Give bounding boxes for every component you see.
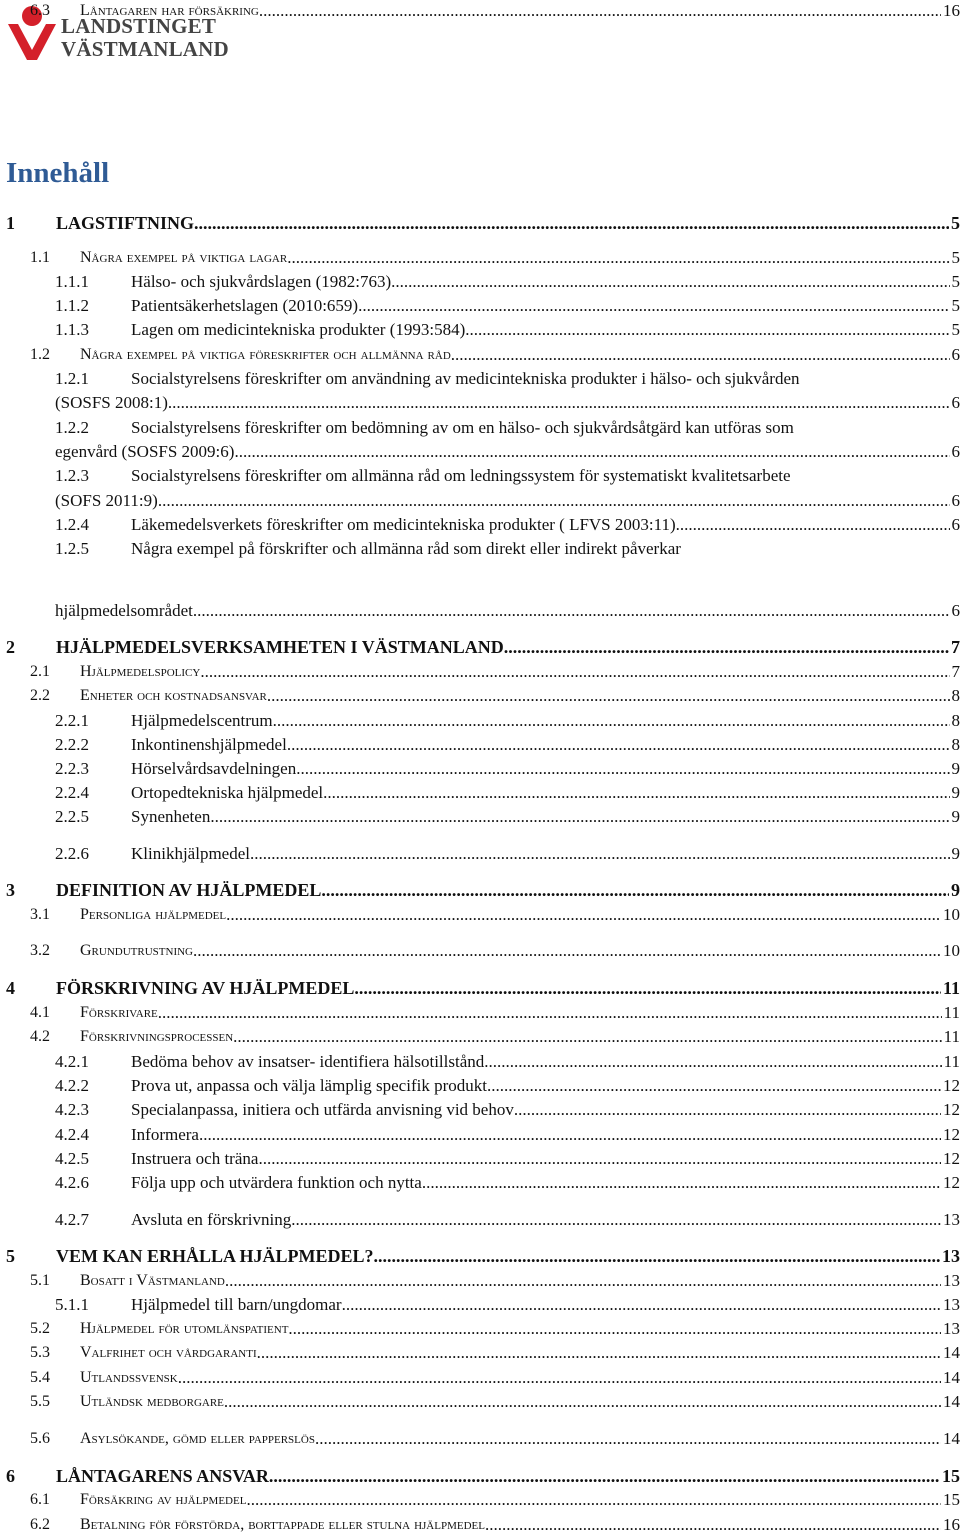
toc-leader-dots <box>465 319 949 341</box>
toc-entry[interactable] <box>0 1209 960 1231</box>
toc-entry-title: Patientsäkerhetslagen (2010:659) <box>131 295 358 317</box>
toc-entry-number: 4.2.5 <box>55 1148 89 1170</box>
toc-entry[interactable] <box>0 843 960 865</box>
toc-entry-title: VEM KAN ERHÅLLA HJÄLPMEDEL? <box>56 1245 374 1267</box>
toc-entry-title: Hälso- och sjukvårdslagen (1982:763) <box>131 271 391 293</box>
toc-entry-title: Asylsökande, gömd eller papperslös <box>80 1428 315 1450</box>
toc-entry-page: 13 <box>941 1294 960 1316</box>
toc-leader-dots <box>315 1428 941 1450</box>
toc-entry-page: 8 <box>950 685 960 707</box>
toc-entry-title: Lagen om medicintekniska produkter (1993:584) <box>131 319 465 341</box>
toc-entry-title: Inkontinenshjälpmedel <box>131 734 287 756</box>
toc-entry-page: 8 <box>950 734 960 756</box>
toc-entry-number: 5.1 <box>30 1270 50 1292</box>
toc-entry[interactable] <box>0 247 960 269</box>
toc-entry-title: Klinikhjälpmedel <box>131 843 250 865</box>
toc-entry[interactable] <box>0 1099 960 1121</box>
toc-entry-number: 1.1 <box>30 247 50 269</box>
toc-leader-dots <box>193 940 941 962</box>
toc-entry-number: 1.2 <box>30 344 50 366</box>
toc-entry-title: Försäkring av hjälpmedel <box>80 1489 246 1511</box>
toc-entry[interactable] <box>0 295 960 317</box>
toc-leader-dots <box>287 247 949 269</box>
toc-entry-title: Betalning för förstörda, borttappade eller stulna hjälpmedel <box>80 1514 485 1536</box>
toc-leader-dots <box>451 344 950 366</box>
toc-entry-title-continued: hjälpmedelsområdet <box>55 600 193 622</box>
toc-entry-number: 5.5 <box>30 1391 50 1413</box>
toc-entry-continuation[interactable] <box>0 600 960 622</box>
toc-entry-number: 2.2.5 <box>55 806 89 828</box>
toc-entry-title: HJÄLPMEDELSVERKSAMHETEN I VÄSTMANLAND <box>56 636 504 658</box>
toc-entry-title: Utlandssvensk <box>80 1367 178 1389</box>
toc-leader-dots <box>288 1318 941 1340</box>
logo-text-line1: LANDSTINGET <box>61 14 216 39</box>
toc-entry[interactable] <box>0 685 960 707</box>
toc-entry-number: 4.2.4 <box>55 1124 89 1146</box>
toc-entry-title: Utländsk medborgare <box>80 1391 224 1413</box>
toc-entry[interactable] <box>0 514 960 536</box>
toc-entry-title: Enheter och kostnadsansvar <box>80 685 267 707</box>
toc-entry[interactable] <box>0 1294 960 1316</box>
toc-entry-title-continued: egenvård (SOSFS 2009:6) <box>55 441 234 463</box>
toc-entry-number: 3 <box>6 879 15 901</box>
toc-entry[interactable] <box>0 1124 960 1146</box>
toc-leader-dots <box>485 1514 941 1536</box>
toc-entry-page: 6 <box>950 490 960 512</box>
toc-entry-number: 5.6 <box>30 1428 50 1450</box>
toc-leader-dots <box>676 514 950 536</box>
toc-entry-number: 2 <box>6 636 15 658</box>
toc-entry-number: 2.2.4 <box>55 782 89 804</box>
toc-entry-page: 12 <box>941 1099 960 1121</box>
toc-leader-dots <box>257 1342 941 1364</box>
toc-leader-dots <box>374 1245 940 1267</box>
toc-leader-dots <box>287 734 950 756</box>
toc-entry-title: Socialstyrelsens föreskrifter om allmänna råd om ledningssystem för systematiskt kvalitetsarbete <box>131 465 791 487</box>
toc-leader-dots <box>158 1002 942 1024</box>
toc-entry-number: 1.2.5 <box>55 538 89 560</box>
toc-entry-number: 5.4 <box>30 1367 50 1389</box>
toc-entry[interactable] <box>0 1051 960 1073</box>
toc-entry[interactable] <box>0 368 960 390</box>
toc-entry[interactable] <box>0 940 960 962</box>
toc-title: Innehåll <box>6 157 109 190</box>
toc-entry-page: 5 <box>950 271 960 293</box>
toc-leader-dots <box>354 977 941 999</box>
toc-leader-dots <box>210 806 949 828</box>
toc-entry-number: 1.2.4 <box>55 514 89 536</box>
toc-leader-dots <box>158 490 950 512</box>
toc-entry-title: Prova ut, anpassa och välja lämplig specifik produkt <box>131 1075 487 1097</box>
toc-entry-title: Hjälpmedelscentrum <box>131 710 273 732</box>
toc-leader-dots <box>226 904 941 926</box>
toc-entry[interactable] <box>0 465 960 487</box>
toc-entry-page: 12 <box>941 1172 960 1194</box>
toc-entry-page: 6 <box>950 441 960 463</box>
toc-entry-page: 11 <box>942 1026 960 1048</box>
toc-entry-page: 9 <box>949 879 960 901</box>
toc-leader-dots <box>168 392 950 414</box>
toc-entry-title: LÅNTAGARENS ANSVAR <box>56 1465 269 1487</box>
toc-leader-dots <box>484 1051 941 1073</box>
toc-entry-title: FÖRSKRIVNING AV HJÄLPMEDEL <box>56 977 354 999</box>
toc-entry-page: 16 <box>941 0 960 22</box>
toc-entry-number: 1.1.3 <box>55 319 89 341</box>
toc-entry-page: 15 <box>940 1465 960 1487</box>
toc-entry-page: 6 <box>950 344 960 366</box>
toc-entry-number: 4.1 <box>30 1002 50 1024</box>
toc-entry-number: 2.2.3 <box>55 758 89 780</box>
toc-entry[interactable] <box>0 1489 960 1511</box>
toc-entry[interactable] <box>0 1367 960 1389</box>
toc-entry[interactable] <box>0 977 960 999</box>
toc-entry-page: 11 <box>942 1002 960 1024</box>
toc-entry-title: Personliga hjälpmedel <box>80 904 226 926</box>
toc-entry-page: 12 <box>941 1148 960 1170</box>
toc-entry[interactable] <box>0 806 960 828</box>
toc-entry-continuation[interactable] <box>0 441 960 463</box>
toc-leader-dots <box>358 295 949 317</box>
toc-entry-title: Några exempel på förskrifter och allmänna råd som direkt eller indirekt påverkar <box>131 538 681 560</box>
toc-entry[interactable] <box>0 0 960 22</box>
toc-entry-page: 5 <box>950 247 960 269</box>
toc-entry-number: 4.2.6 <box>55 1172 89 1194</box>
toc-entry[interactable] <box>0 734 960 756</box>
toc-leader-dots <box>291 1209 941 1231</box>
toc-entry-number: 1 <box>6 212 15 234</box>
toc-leader-dots <box>422 1172 941 1194</box>
toc-entry-title: Förskrivare <box>80 1002 158 1024</box>
toc-entry[interactable] <box>0 636 960 658</box>
toc-entry[interactable] <box>0 904 960 926</box>
toc-entry[interactable] <box>0 1318 960 1340</box>
toc-entry-title: Specialanpassa, initiera och utfärda anvisning vid behov <box>131 1099 514 1121</box>
toc-entry-title: Låntagaren har försäkring <box>80 0 259 22</box>
toc-entry-title: Grundutrustning <box>80 940 193 962</box>
toc-entry-title: Bedöma behov av insatser- identifiera hälsotillstånd <box>131 1051 484 1073</box>
toc-leader-dots <box>178 1367 941 1389</box>
toc-entry[interactable] <box>0 271 960 293</box>
toc-entry[interactable] <box>0 1002 960 1024</box>
logo-text-line2: VÄSTMANLAND <box>61 37 229 62</box>
toc-entry-title: Avsluta en förskrivning <box>131 1209 291 1231</box>
toc-entry-number: 4 <box>6 977 15 999</box>
toc-entry-number: 5 <box>6 1245 15 1267</box>
toc-entry[interactable] <box>0 1245 960 1267</box>
toc-entry[interactable] <box>0 758 960 780</box>
toc-entry[interactable] <box>0 538 960 560</box>
toc-leader-dots <box>321 879 949 901</box>
toc-entry-page: 7 <box>949 636 960 658</box>
toc-entry-number: 1.2.1 <box>55 368 89 390</box>
toc-entry-page: 8 <box>950 710 960 732</box>
toc-entry[interactable] <box>0 661 960 683</box>
toc-entry[interactable] <box>0 1514 960 1536</box>
toc-entry-title: Hörselvårdsavdelningen <box>131 758 296 780</box>
toc-leader-dots <box>269 1465 940 1487</box>
toc-entry-title: Förskrivningsprocessen <box>80 1026 233 1048</box>
toc-entry-number: 3.2 <box>30 940 50 962</box>
toc-entry-title-continued: (SOSFS 2008:1) <box>55 392 168 414</box>
toc-entry-number: 5.1.1 <box>55 1294 89 1316</box>
toc-entry-number: 4.2.7 <box>55 1209 89 1231</box>
toc-entry-continuation[interactable] <box>0 490 960 512</box>
toc-entry-page: 9 <box>950 782 960 804</box>
toc-entry[interactable] <box>0 1342 960 1364</box>
toc-entry-title: Hjälpmedelspolicy <box>80 661 200 683</box>
toc-entry-number: 6.3 <box>30 0 50 22</box>
toc-entry-number: 1.1.2 <box>55 295 89 317</box>
toc-entry-page: 9 <box>950 806 960 828</box>
toc-entry-page: 14 <box>941 1367 960 1389</box>
toc-entry[interactable] <box>0 1465 960 1487</box>
toc-leader-dots <box>514 1099 941 1121</box>
toc-entry-title-continued: (SOFS 2011:9) <box>55 490 158 512</box>
toc-leader-dots <box>296 758 949 780</box>
toc-entry[interactable] <box>0 417 960 439</box>
toc-entry-page: 6 <box>950 392 960 414</box>
toc-entry[interactable] <box>0 1428 960 1450</box>
toc-entry-page: 14 <box>941 1391 960 1413</box>
toc-leader-dots <box>504 636 949 658</box>
toc-entry-number: 2.2.6 <box>55 843 89 865</box>
toc-leader-dots <box>323 782 949 804</box>
toc-leader-dots <box>194 212 949 234</box>
toc-entry-number: 2.1 <box>30 661 50 683</box>
toc-entry-number: 3.1 <box>30 904 50 926</box>
toc-entry[interactable] <box>0 319 960 341</box>
toc-entry-number: 1.2.2 <box>55 417 89 439</box>
toc-entry-title: Följa upp och utvärdera funktion och nytta <box>131 1172 422 1194</box>
toc-entry-page: 9 <box>950 758 960 780</box>
toc-entry-page: 13 <box>941 1318 960 1340</box>
toc-leader-dots <box>250 843 950 865</box>
toc-entry-number: 1.2.3 <box>55 465 89 487</box>
toc-entry[interactable] <box>0 1391 960 1413</box>
toc-entry-title: Valfrihet och vårdgaranti <box>80 1342 257 1364</box>
toc-entry[interactable] <box>0 344 960 366</box>
toc-entry-page: 14 <box>941 1342 960 1364</box>
toc-entry-number: 2.2 <box>30 685 50 707</box>
toc-entry-number: 6.2 <box>30 1514 50 1536</box>
toc-entry-number: 6.1 <box>30 1489 50 1511</box>
toc-entry-page: 6 <box>950 600 960 622</box>
toc-entry-page: 14 <box>941 1428 960 1450</box>
toc-entry-title: Socialstyrelsens föreskrifter om användning av medicintekniska produkter i hälso- och sjukvården <box>131 368 800 390</box>
toc-entry[interactable] <box>0 1075 960 1097</box>
toc-leader-dots <box>487 1075 941 1097</box>
toc-leader-dots <box>224 1391 941 1413</box>
toc-entry-title: LAGSTIFTNING <box>56 212 194 234</box>
toc-entry-number: 4.2.2 <box>55 1075 89 1097</box>
toc-entry-number: 4.2.3 <box>55 1099 89 1121</box>
toc-entry-page: 13 <box>940 1245 960 1267</box>
toc-entry-title: Informera <box>131 1124 199 1146</box>
toc-entry-title: Hjälpmedel till barn/ungdomar <box>131 1294 342 1316</box>
toc-entry-page: 6 <box>950 514 960 536</box>
toc-leader-dots <box>246 1489 941 1511</box>
toc-leader-dots <box>342 1294 941 1316</box>
toc-entry-title: Synenheten <box>131 806 210 828</box>
toc-entry-page: 10 <box>941 904 960 926</box>
toc-entry-number: 5.3 <box>30 1342 50 1364</box>
toc-leader-dots <box>259 0 941 22</box>
toc-entry-title: Några exempel på viktiga föreskrifter och allmänna råd <box>80 344 451 366</box>
toc-entry-title: Läkemedelsverkets föreskrifter om medicintekniska produkter ( LFVS 2003:11) <box>131 514 676 536</box>
toc-entry-page: 11 <box>942 1051 960 1073</box>
toc-leader-dots <box>193 600 950 622</box>
toc-entry-page: 5 <box>950 319 960 341</box>
toc-entry-page: 13 <box>941 1209 960 1231</box>
toc-entry-page: 5 <box>949 212 960 234</box>
toc-leader-dots <box>391 271 949 293</box>
toc-leader-dots <box>233 1026 941 1048</box>
toc-entry-page: 9 <box>950 843 960 865</box>
toc-entry[interactable] <box>0 1270 960 1292</box>
toc-entry-continuation[interactable] <box>0 392 960 414</box>
toc-entry[interactable] <box>0 1172 960 1194</box>
toc-leader-dots <box>273 710 950 732</box>
toc-entry-page: 12 <box>941 1075 960 1097</box>
toc-entry[interactable] <box>0 710 960 732</box>
toc-entry-title: Hjälpmedel för utomlänspatient <box>80 1318 288 1340</box>
toc-entry-page: 13 <box>941 1270 960 1292</box>
toc-leader-dots <box>199 1124 941 1146</box>
toc-entry[interactable] <box>0 212 960 234</box>
toc-entry-number: 2.2.1 <box>55 710 89 732</box>
toc-entry[interactable] <box>0 782 960 804</box>
toc-entry-page: 11 <box>941 977 960 999</box>
toc-entry-title: Några exempel på viktiga lagar <box>80 247 287 269</box>
toc-entry-number: 2.2.2 <box>55 734 89 756</box>
toc-entry-number: 4.2.1 <box>55 1051 89 1073</box>
toc-entry[interactable] <box>0 1026 960 1048</box>
toc-entry-page: 10 <box>941 940 960 962</box>
toc-entry-number: 1.1.1 <box>55 271 89 293</box>
toc-leader-dots <box>267 685 950 707</box>
toc-entry-title: DEFINITION AV HJÄLPMEDEL <box>56 879 321 901</box>
toc-entry-page: 15 <box>941 1489 960 1511</box>
toc-entry[interactable] <box>0 879 960 901</box>
toc-entry-number: 6 <box>6 1465 15 1487</box>
toc-entry-title: Bosatt i Västmanland <box>80 1270 225 1292</box>
toc-entry-title: Instruera och träna <box>131 1148 258 1170</box>
toc-leader-dots <box>258 1148 941 1170</box>
toc-leader-dots <box>234 441 949 463</box>
toc-leader-dots <box>200 661 949 683</box>
toc-entry-page: 7 <box>950 661 960 683</box>
toc-entry-number: 5.2 <box>30 1318 50 1340</box>
toc-entry-title: Socialstyrelsens föreskrifter om bedömning av om en hälso- och sjukvårdsåtgärd kan utföras som <box>131 417 794 439</box>
toc-entry-number: 4.2 <box>30 1026 50 1048</box>
toc-entry-page: 12 <box>941 1124 960 1146</box>
toc-entry[interactable] <box>0 1148 960 1170</box>
toc-entry-page: 16 <box>941 1514 960 1536</box>
toc-entry-page: 5 <box>950 295 960 317</box>
toc-entry-title: Ortopedtekniska hjälpmedel <box>131 782 323 804</box>
toc-leader-dots <box>225 1270 941 1292</box>
